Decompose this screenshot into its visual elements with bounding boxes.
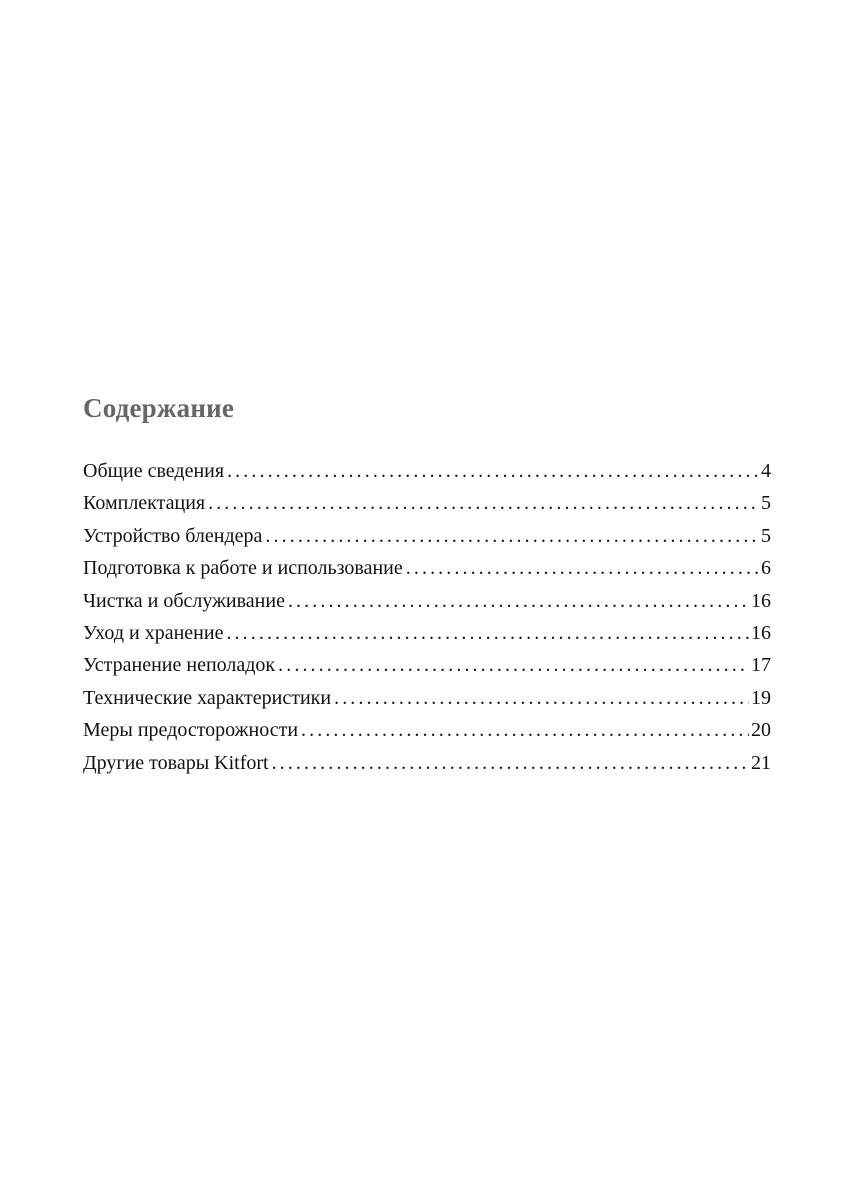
- toc-entry: [83, 685, 771, 717]
- toc-entry-label: Технические характеристики: [83, 686, 332, 709]
- toc-dot-leader: [227, 458, 759, 484]
- toc-entry: [83, 555, 771, 587]
- toc-dot-leader: [288, 588, 749, 614]
- table-of-contents: [83, 390, 771, 782]
- toc-entry-label: Другие товары Kitfort: [83, 751, 269, 774]
- toc-entry: [83, 458, 771, 490]
- toc-dot-leader: [226, 620, 749, 646]
- toc-title: Содержание: [83, 393, 235, 423]
- toc-entry-label: Чистка и обслуживание: [83, 589, 285, 612]
- toc-dot-leader: [278, 652, 749, 678]
- toc-entry-page: 20: [751, 719, 771, 742]
- toc-dot-leader: [265, 523, 759, 549]
- toc-entry-page: 21: [751, 751, 771, 774]
- toc-entry-page: 5: [761, 492, 771, 515]
- toc-entry: [83, 717, 771, 749]
- toc-entry-page: 16: [751, 589, 771, 612]
- toc-entry-label: Устройство блендера: [83, 524, 263, 547]
- toc-entry: [83, 750, 771, 782]
- toc-entry: [83, 490, 771, 522]
- toc-entry: [83, 620, 771, 652]
- toc-entry-page: 16: [751, 621, 771, 644]
- toc-entry-page: 19: [751, 686, 771, 709]
- toc-entry-page: 17: [751, 654, 771, 677]
- toc-entry: [83, 588, 771, 620]
- toc-entry-label: Комплектация: [83, 492, 206, 515]
- toc-entry: [83, 652, 771, 684]
- toc-entry-label: Уход и хранение: [83, 621, 224, 644]
- toc-entry-page: 5: [761, 524, 771, 547]
- toc-dot-leader: [406, 555, 759, 581]
- toc-entry-label: Меры предосторожности: [83, 719, 299, 742]
- toc-dot-leader: [301, 717, 749, 743]
- toc-entry-label: Общие сведения: [83, 460, 225, 482]
- toc-entry-label: Подготовка к работе и использование: [83, 557, 403, 580]
- toc-entry-label: Устранение неполадок: [83, 654, 276, 677]
- toc-entry-page: 6: [761, 557, 771, 580]
- toc-list: [83, 458, 771, 782]
- toc-entry-page: 4: [761, 460, 771, 482]
- toc-dot-leader: [208, 490, 759, 516]
- toc-entry: [83, 523, 771, 555]
- toc-dot-leader: [272, 750, 749, 776]
- toc-dot-leader: [334, 685, 749, 711]
